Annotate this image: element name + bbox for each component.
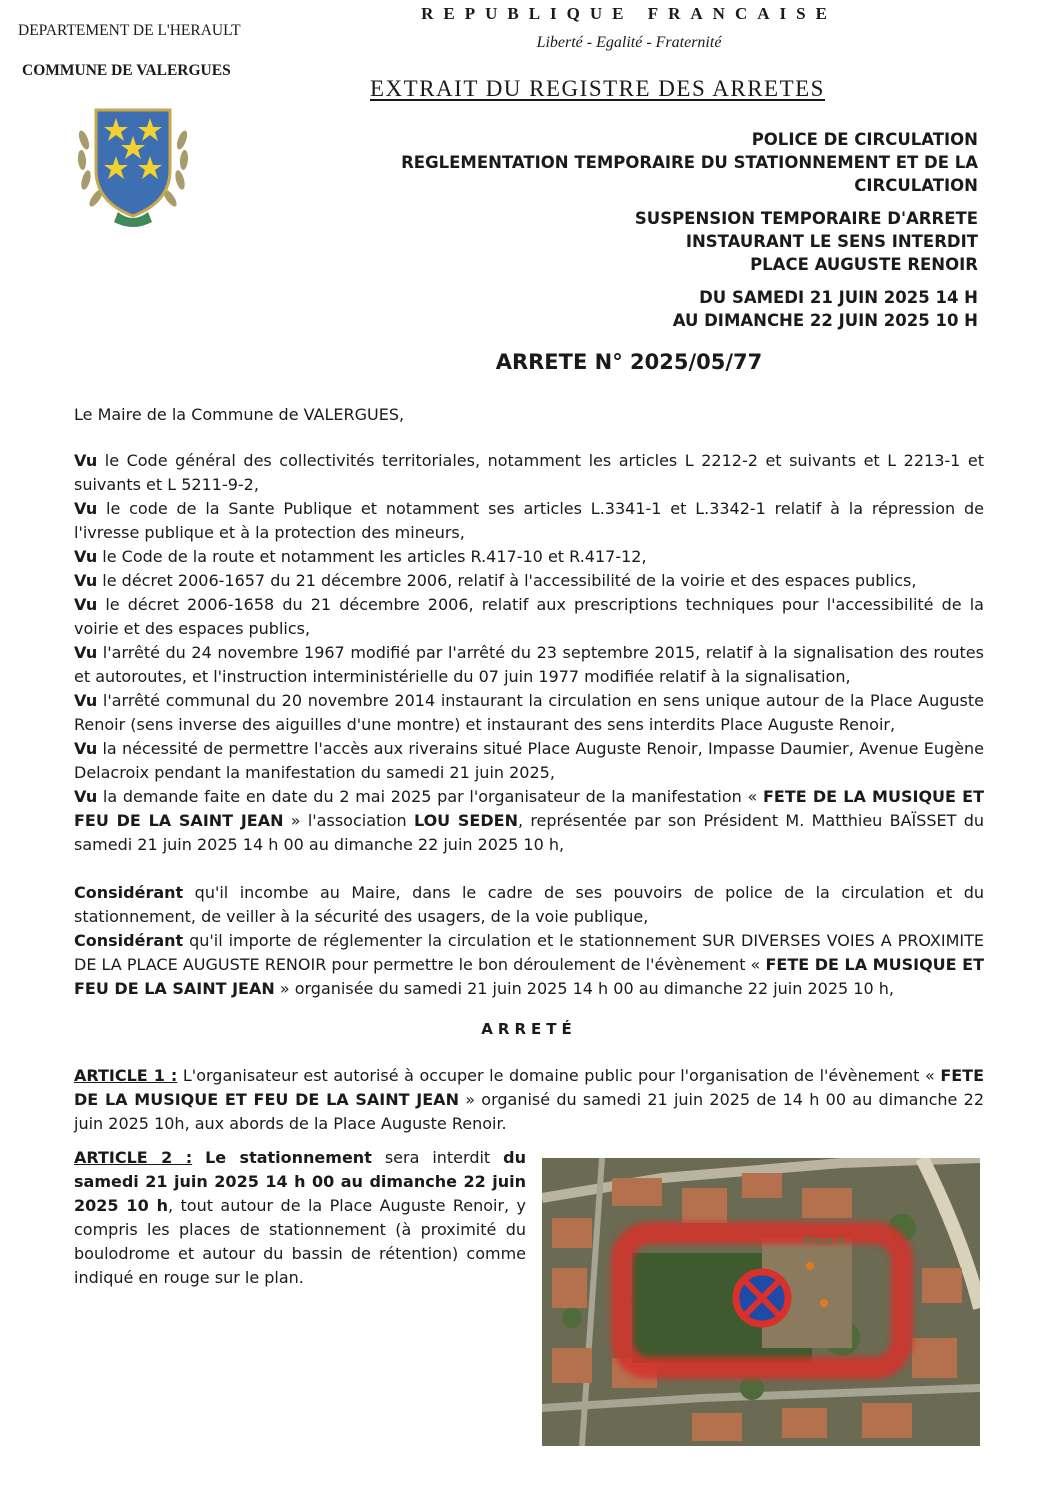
register-title: EXTRAIT DU REGISTRE DES ARRETES — [370, 76, 825, 101]
title-line: POLICE DE CIRCULATION — [751, 130, 978, 149]
vu-paragraph: Vu l'arrêté du 24 novembre 1967 modifié par l'arrêté du 23 septembre 2015, relatif à la signalisation des routes et autoroutes, et l'instruction interministérielle du 07 juin 1977 modifiée relatif à la signalisation, — [74, 643, 984, 686]
mayor-lead: Le Maire de la Commune de VALERGUES, — [74, 405, 405, 424]
vu-paragraph: Vu l'arrêté communal du 20 novembre 2014 instaurant la circulation en sens unique autour de la Place Auguste Renoir (sens inverse des aiguilles d'une montre) et instaurant des sens interdits Place Auguste Renoir, — [74, 691, 984, 734]
aerial-map-image — [542, 1158, 980, 1446]
title-line: REGLEMENTATION TEMPORAIRE DU STATIONNEMENT ET DE LA — [401, 153, 978, 172]
title-line: DU SAMEDI 21 JUIN 2025 14 H — [699, 288, 978, 307]
article-2: ARTICLE 2 : Le stationnement sera interdit du samedi 21 juin 2025 14 h 00 au dimanche 22 juin 2025 10 h, tout autour de la Place Auguste Renoir, y compris les places de stationnement (à proximité du boulodrome et autour du bassin de rétention) comme indiqué en rouge sur le plan. — [74, 1148, 527, 1287]
title-line: CIRCULATION — [854, 176, 978, 195]
considerant-paragraph: Considérant qu'il incombe au Maire, dans le cadre de ses pouvoirs de police de la circulation et du stationnement, de veiller à la sécurité des usagers, de la voie publique, — [74, 883, 984, 926]
commune-crest-logo — [74, 100, 192, 230]
republic-motto: Liberté - Egalité - Fraternité — [536, 34, 722, 51]
map-place-label: Place A... — [804, 1234, 855, 1247]
decree-subject-titles — [298, 128, 978, 332]
article-2-label: ARTICLE 2 : — [74, 1148, 193, 1167]
commune-label: COMMUNE DE VALERGUES — [22, 62, 231, 79]
department-label: DEPARTEMENT DE L'HERAULT — [18, 22, 241, 39]
vu-paragraph: Vu la demande faite en date du 2 mai 2025 par l'organisateur de la manifestation « FETE DE LA MUSIQUE ET FEU DE LA SAINT JEAN » l'association LOU SEDEN, représentée par son Président M. Matthieu BAÏSSET du samedi 21 juin 2025 14 h 00 au dimanche 22 juin 2025 10 h, — [74, 787, 985, 854]
title-line: INSTAURANT LE SENS INTERDIT — [685, 232, 978, 251]
article-1: ARTICLE 1 : L'organisateur est autorisé à occuper le domaine public pour l'organisation de l'évènement « FETE DE LA MUSIQUE ET FEU DE LA SAINT JEAN » organisé du samedi 21 juin 2025 de 14 h 00 au dimanche 22 juin 2025 10h, aux abords de la Place Auguste Renoir. — [74, 1066, 985, 1133]
title-line: SUSPENSION TEMPORAIRE D'ARRETE — [634, 209, 978, 228]
decree-number: ARRETE N° 2025/05/77 — [495, 350, 763, 374]
vu-paragraph: Vu le code de la Sante Publique et notamment ses articles L.3341-1 et L.3342-1 relatif à la répression de l'ivresse publique et à la protection des mineurs, — [74, 499, 984, 542]
vu-paragraph: Vu le décret 2006-1658 du 21 décembre 2006, relatif aux prescriptions techniques pour l'accessibilité de la voirie et des espaces publics, — [74, 595, 984, 638]
republic-heading: REPUBLIQUE FRANCAISE — [421, 4, 837, 23]
considerant-paragraph: Considérant qu'il importe de réglementer la circulation et le stationnement SUR DIVERSES VOIES A PROXIMITE DE LA PLACE AUGUSTE RENOIR pour permettre le bon déroulement de l'évènement « FETE DE LA MUSIQUE ET FEU DE LA SAINT JEAN » organisée du samedi 21 juin 2025 14 h 00 au dimanche 22 juin 2025 10 h, — [74, 931, 985, 998]
vu-paragraph: Vu le décret 2006-1657 du 21 décembre 2006, relatif à l'accessibilité de la voirie et des espaces publics, — [74, 571, 917, 590]
vu-paragraph: Vu le Code général des collectivités territoriales, notamment les articles L 2212-2 et suivants et L 2213-1 et suivants et L 5211-9-2, — [74, 451, 984, 494]
arrete-heading: ARRETÉ — [481, 1020, 577, 1038]
title-line: PLACE AUGUSTE RENOIR — [750, 255, 978, 274]
no-parking-icon — [736, 1272, 788, 1324]
decree-body — [74, 403, 984, 1001]
vu-paragraph: Vu la nécessité de permettre l'accès aux riverains situé Place Auguste Renoir, Impasse Daumier, Avenue Eugène Delacroix pendant la manifestation du samedi 21 juin 2025, — [74, 739, 984, 782]
article-1-label: ARTICLE 1 : — [74, 1066, 178, 1085]
title-line: AU DIMANCHE 22 JUIN 2025 10 H — [672, 311, 978, 330]
vu-paragraph: Vu le Code de la route et notamment les articles R.417-10 et R.417-12, — [74, 547, 647, 566]
